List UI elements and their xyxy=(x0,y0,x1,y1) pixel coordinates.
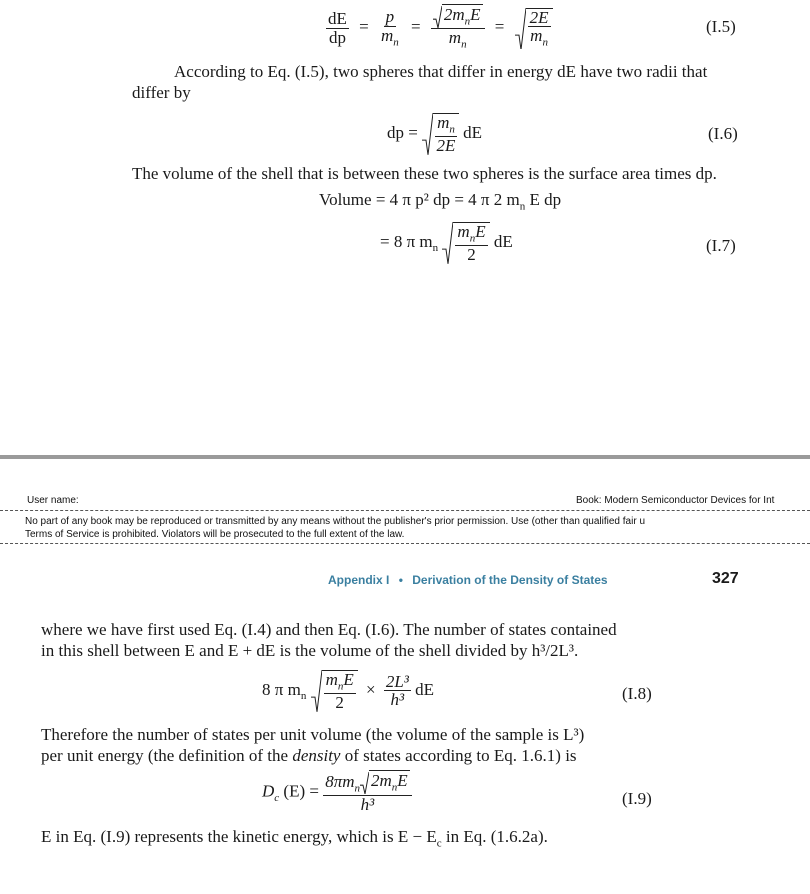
equation-I7: = 8 π $m_n$ $m_nE$ 2 dE xyxy=(380,222,513,264)
fraction-density-of-states: $8\pi m_n$ $2m_nE$ h³ xyxy=(323,772,411,814)
fraction-p-mn: $\frac{p}{m_n}$ xyxy=(380,7,399,49)
page-separator xyxy=(0,455,810,459)
equation-I5: $\frac{dE}{dp}$ = $\frac{p}{m_n}$ = $\frac{2m_nE}{m_n}$ = $\frac{2E}{m_n}$ xyxy=(326,6,553,51)
sqrt-mnE-over-2: $m_nE$ 2 xyxy=(442,222,489,264)
sqrt-2E-over-mn: $\frac{2E}{m_n}$ xyxy=(515,8,553,50)
running-head: Appendix I • Derivation of the Density of States xyxy=(328,573,608,587)
page-number: 327 xyxy=(712,570,739,587)
fraction-sqrt2mnE-mn: $\frac{2m_nE}{m_n}$ xyxy=(431,6,485,51)
fraction-2L3-h3: $\frac{\text{2L³}}{\text{h³}}$ xyxy=(385,671,409,710)
copyright-notice-line-2: Terms of Service is prohibited. Violators will be prosecuted to the full extent of the law. xyxy=(25,529,405,540)
user-name-label: User name: xyxy=(27,495,79,506)
sqrt-mn-over-2E: $\frac{m_n}{2E}$ xyxy=(422,113,459,155)
volume-equation: Volume = 4 π p² dp = 4 π 2 $m_n$ E dp xyxy=(319,190,562,213)
equation-number-I6: (I.6) xyxy=(708,124,738,143)
equation-number-I7: (I.7) xyxy=(706,236,736,255)
equation-number-I9: (I.9) xyxy=(622,789,652,808)
equation-number-I5: (I.5) xyxy=(706,17,736,36)
paragraph-1-line-2: differ by xyxy=(132,83,191,102)
paragraph-2: The volume of the shell that is between these two spheres is the surface area times dp. xyxy=(132,164,717,183)
equation-number-I8: (I.8) xyxy=(622,684,652,703)
paragraph-1-line-1: According to Eq. (I.5), two spheres that differ in energy dE have two radii that xyxy=(174,62,708,81)
paragraph-5: E in Eq. (I.9) represents the kinetic energy, which is $E - E_c$ in Eq. (1.6.2a). xyxy=(41,827,548,850)
equation-I9: $D_c$ (E) = $8\pi m_n$ $2m_nE$ h³ xyxy=(262,772,412,814)
fraction-dE-dp: $\frac{dE}{dp}$ xyxy=(328,9,347,47)
paragraph-1 xyxy=(132,61,752,103)
book-title-label: Book: Modern Semiconductor Devices for Int xyxy=(576,495,775,506)
sqrt-mnE-over-2: $m_nE$ 2 xyxy=(311,670,358,712)
header-divider-top xyxy=(0,510,810,511)
equals-sign: = xyxy=(359,17,369,37)
paragraph-3: where we have first used Eq. (I.4) and then Eq. (I.6). The number of states contained in this shell between E and E + dE is the volume of the shell divided by h³/2L³. xyxy=(41,620,617,660)
paragraph-4: Therefore the number of states per unit volume (the volume of the sample is L³) per unit energy (the definition of the density of states according to Eq. 1.6.1) is xyxy=(41,725,585,765)
copyright-notice-line-1: No part of any book may be reproduced or transmitted by any means without the publisher's prior permission. Use (other than qualified fair u xyxy=(25,516,646,527)
equation-I6: dp = $\frac{m_n}{2E}$ dE xyxy=(387,113,483,155)
header-divider-bottom xyxy=(0,543,810,544)
equation-I8: 8 π $m_n$ $m_nE$ 2 × $\frac{\text{2L³}}{\text{h³}}$ dE xyxy=(262,670,435,712)
